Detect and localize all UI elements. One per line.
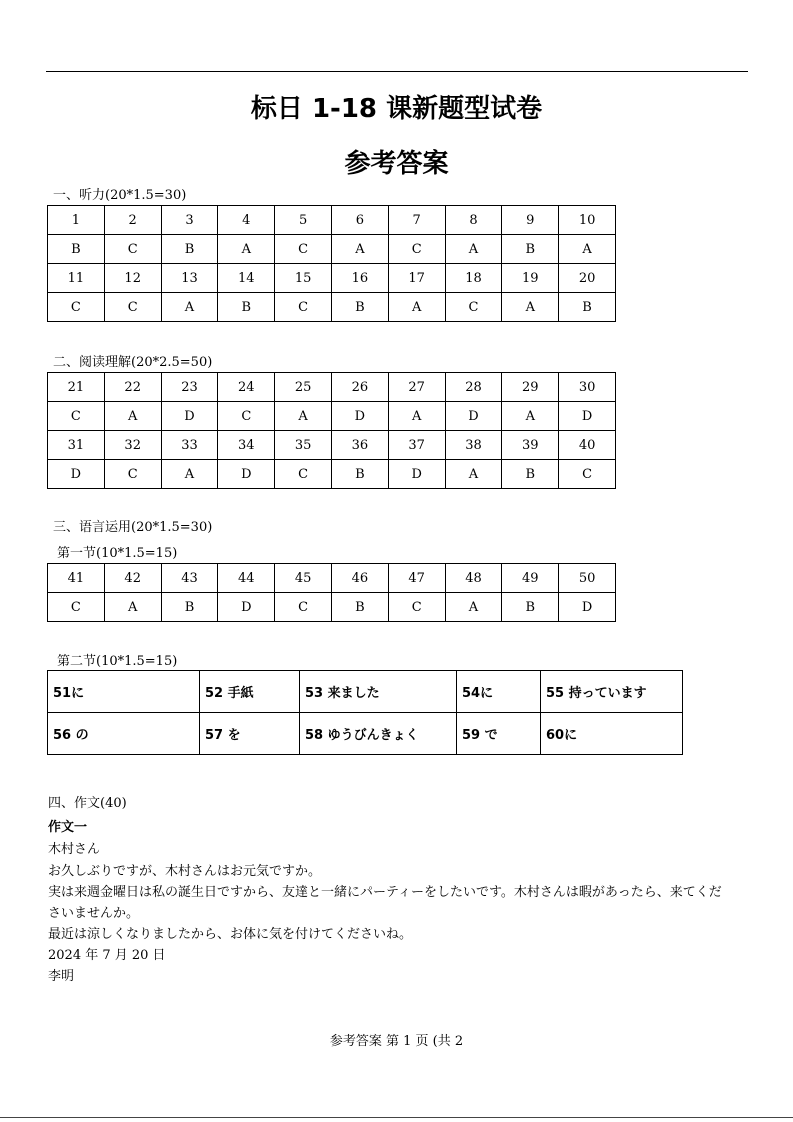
answer-cell: 4: [218, 206, 275, 235]
answer-cell: C: [559, 460, 616, 489]
essay-line: さいませんか。: [48, 906, 140, 921]
answer-cell: 38: [445, 431, 502, 460]
answer-cell: 37: [388, 431, 445, 460]
answer-cell: B: [502, 235, 559, 264]
answer-cell: B: [331, 593, 388, 622]
answer-cell: 11: [48, 264, 105, 293]
answer-cell: 40: [559, 431, 616, 460]
answer-cell: B: [559, 293, 616, 322]
table-row: [48, 206, 616, 235]
answer-cell: C: [48, 293, 105, 322]
answer-cell: B: [48, 235, 105, 264]
answer-cell: D: [331, 402, 388, 431]
answer-cell: 10: [559, 206, 616, 235]
page-title: 标日 1-18 课新题型试卷: [250, 94, 543, 124]
answer-cell: A: [275, 402, 332, 431]
section1-heading: 一、听力(20*1.5=30): [53, 188, 187, 203]
answer-cell: C: [388, 593, 445, 622]
answer-cell: A: [218, 235, 275, 264]
answer-cell: C: [275, 593, 332, 622]
table-row: [48, 460, 616, 489]
section3-heading: 三、语言运用(20*1.5=30): [53, 520, 213, 535]
answer-cell: 42: [104, 564, 161, 593]
answer-cell: 31: [48, 431, 105, 460]
answer-cell: 33: [161, 431, 218, 460]
answer-cell: 43: [161, 564, 218, 593]
answer-cell: 52 手紙: [200, 671, 300, 713]
answer-cell: 51に: [48, 671, 200, 713]
answer-cell: 44: [218, 564, 275, 593]
language-use-part2-table: [47, 670, 683, 755]
answer-cell: D: [218, 593, 275, 622]
answer-cell: A: [445, 235, 502, 264]
answer-cell: 22: [104, 373, 161, 402]
table-row: [48, 593, 616, 622]
top-rule: [46, 71, 748, 72]
answer-cell: C: [48, 402, 105, 431]
answer-cell: 36: [331, 431, 388, 460]
bottom-rule: [0, 1117, 793, 1118]
answer-cell: 58 ゆうびんきょく: [300, 713, 457, 755]
answer-cell: 47: [388, 564, 445, 593]
answer-cell: A: [388, 293, 445, 322]
answer-cell: 34: [218, 431, 275, 460]
essay-line: 実は来週金曜日は私の誕生日ですから、友達と一緒にパーティーをしたいです。木村さんは暇があったら、来てくだ: [48, 885, 722, 900]
answer-cell: 17: [388, 264, 445, 293]
answer-cell: D: [161, 402, 218, 431]
answer-cell: 5: [275, 206, 332, 235]
answer-cell: A: [559, 235, 616, 264]
answer-cell: A: [502, 402, 559, 431]
answer-cell: 8: [445, 206, 502, 235]
answer-cell: 55 持っています: [541, 671, 683, 713]
essay-line: 木村さん: [48, 842, 101, 857]
table-row: [48, 671, 683, 713]
answer-cell: A: [445, 593, 502, 622]
answer-cell: 60に: [541, 713, 683, 755]
table-row: [48, 564, 616, 593]
section3-part1-heading: 第一节(10*1.5=15): [57, 546, 178, 561]
table-row: [48, 431, 616, 460]
answer-cell: 23: [161, 373, 218, 402]
answer-cell: C: [275, 293, 332, 322]
answer-cell: D: [388, 460, 445, 489]
answer-cell: 7: [388, 206, 445, 235]
table-row: [48, 373, 616, 402]
page-footer: 参考答案 第 1 页 (共 2: [329, 1034, 464, 1049]
answer-cell: A: [104, 402, 161, 431]
answer-cell: 57 を: [200, 713, 300, 755]
answer-cell: 27: [388, 373, 445, 402]
answer-cell: B: [502, 593, 559, 622]
answer-cell: 19: [502, 264, 559, 293]
essay-line: お久しぶりですが、木村さんはお元気ですか。: [48, 864, 322, 879]
answer-cell: 12: [104, 264, 161, 293]
table-row: [48, 402, 616, 431]
answer-cell: A: [502, 293, 559, 322]
answer-cell: 3: [161, 206, 218, 235]
answer-cell: 16: [331, 264, 388, 293]
answer-cell: 1: [48, 206, 105, 235]
answer-cell: 46: [331, 564, 388, 593]
answer-cell: 26: [331, 373, 388, 402]
answer-cell: B: [218, 293, 275, 322]
answer-cell: 25: [275, 373, 332, 402]
answer-cell: B: [161, 235, 218, 264]
table-row: [48, 264, 616, 293]
listening-answer-table: [47, 205, 616, 322]
answer-cell: C: [388, 235, 445, 264]
essay-line: 最近は涼しくなりましたから、お体に気を付けてくださいね。: [48, 927, 413, 942]
section2-heading: 二、阅读理解(20*2.5=50): [53, 355, 213, 370]
table-row: [48, 235, 616, 264]
essay-title: 作文一: [48, 820, 88, 835]
answer-cell: D: [559, 593, 616, 622]
reading-answer-table: [47, 372, 616, 489]
answer-cell: C: [104, 460, 161, 489]
answer-cell: 41: [48, 564, 105, 593]
answer-cell: 48: [445, 564, 502, 593]
answer-cell: 45: [275, 564, 332, 593]
answer-cell: 35: [275, 431, 332, 460]
page-subtitle: 参考答案: [344, 149, 449, 179]
answer-cell: 9: [502, 206, 559, 235]
language-use-part1-table: [47, 563, 616, 622]
answer-cell: C: [48, 593, 105, 622]
answer-cell: 50: [559, 564, 616, 593]
answer-cell: C: [275, 235, 332, 264]
answer-cell: 18: [445, 264, 502, 293]
answer-cell: 13: [161, 264, 218, 293]
answer-cell: 21: [48, 373, 105, 402]
answer-cell: A: [445, 460, 502, 489]
answer-cell: 29: [502, 373, 559, 402]
answer-cell: 54に: [457, 671, 541, 713]
answer-cell: 2: [104, 206, 161, 235]
answer-cell: A: [161, 460, 218, 489]
answer-cell: 59 で: [457, 713, 541, 755]
answer-cell: A: [104, 593, 161, 622]
section4-heading: 四、作文(40): [48, 796, 127, 811]
answer-cell: B: [331, 460, 388, 489]
answer-cell: 24: [218, 373, 275, 402]
answer-cell: C: [218, 402, 275, 431]
answer-cell: 39: [502, 431, 559, 460]
answer-cell: B: [331, 293, 388, 322]
answer-cell: 6: [331, 206, 388, 235]
answer-cell: 14: [218, 264, 275, 293]
answer-cell: A: [388, 402, 445, 431]
answer-cell: A: [161, 293, 218, 322]
answer-cell: D: [445, 402, 502, 431]
essay-date: 2024 年 7 月 20 日: [48, 948, 166, 963]
answer-cell: D: [48, 460, 105, 489]
answer-cell: B: [161, 593, 218, 622]
answer-cell: 30: [559, 373, 616, 402]
answer-cell: C: [275, 460, 332, 489]
table-row: [48, 713, 683, 755]
table-row: [48, 293, 616, 322]
answer-cell: D: [218, 460, 275, 489]
answer-cell: D: [559, 402, 616, 431]
essay-signature: 李明: [48, 969, 75, 984]
answer-cell: B: [502, 460, 559, 489]
answer-cell: 49: [502, 564, 559, 593]
answer-cell: 28: [445, 373, 502, 402]
section3-part2-heading: 第二节(10*1.5=15): [57, 654, 178, 669]
answer-cell: 53 来ました: [300, 671, 457, 713]
answer-cell: C: [445, 293, 502, 322]
answer-cell: 20: [559, 264, 616, 293]
answer-cell: C: [104, 293, 161, 322]
answer-cell: 15: [275, 264, 332, 293]
answer-cell: 32: [104, 431, 161, 460]
answer-cell: A: [331, 235, 388, 264]
answer-cell: C: [104, 235, 161, 264]
answer-cell: 56 の: [48, 713, 200, 755]
